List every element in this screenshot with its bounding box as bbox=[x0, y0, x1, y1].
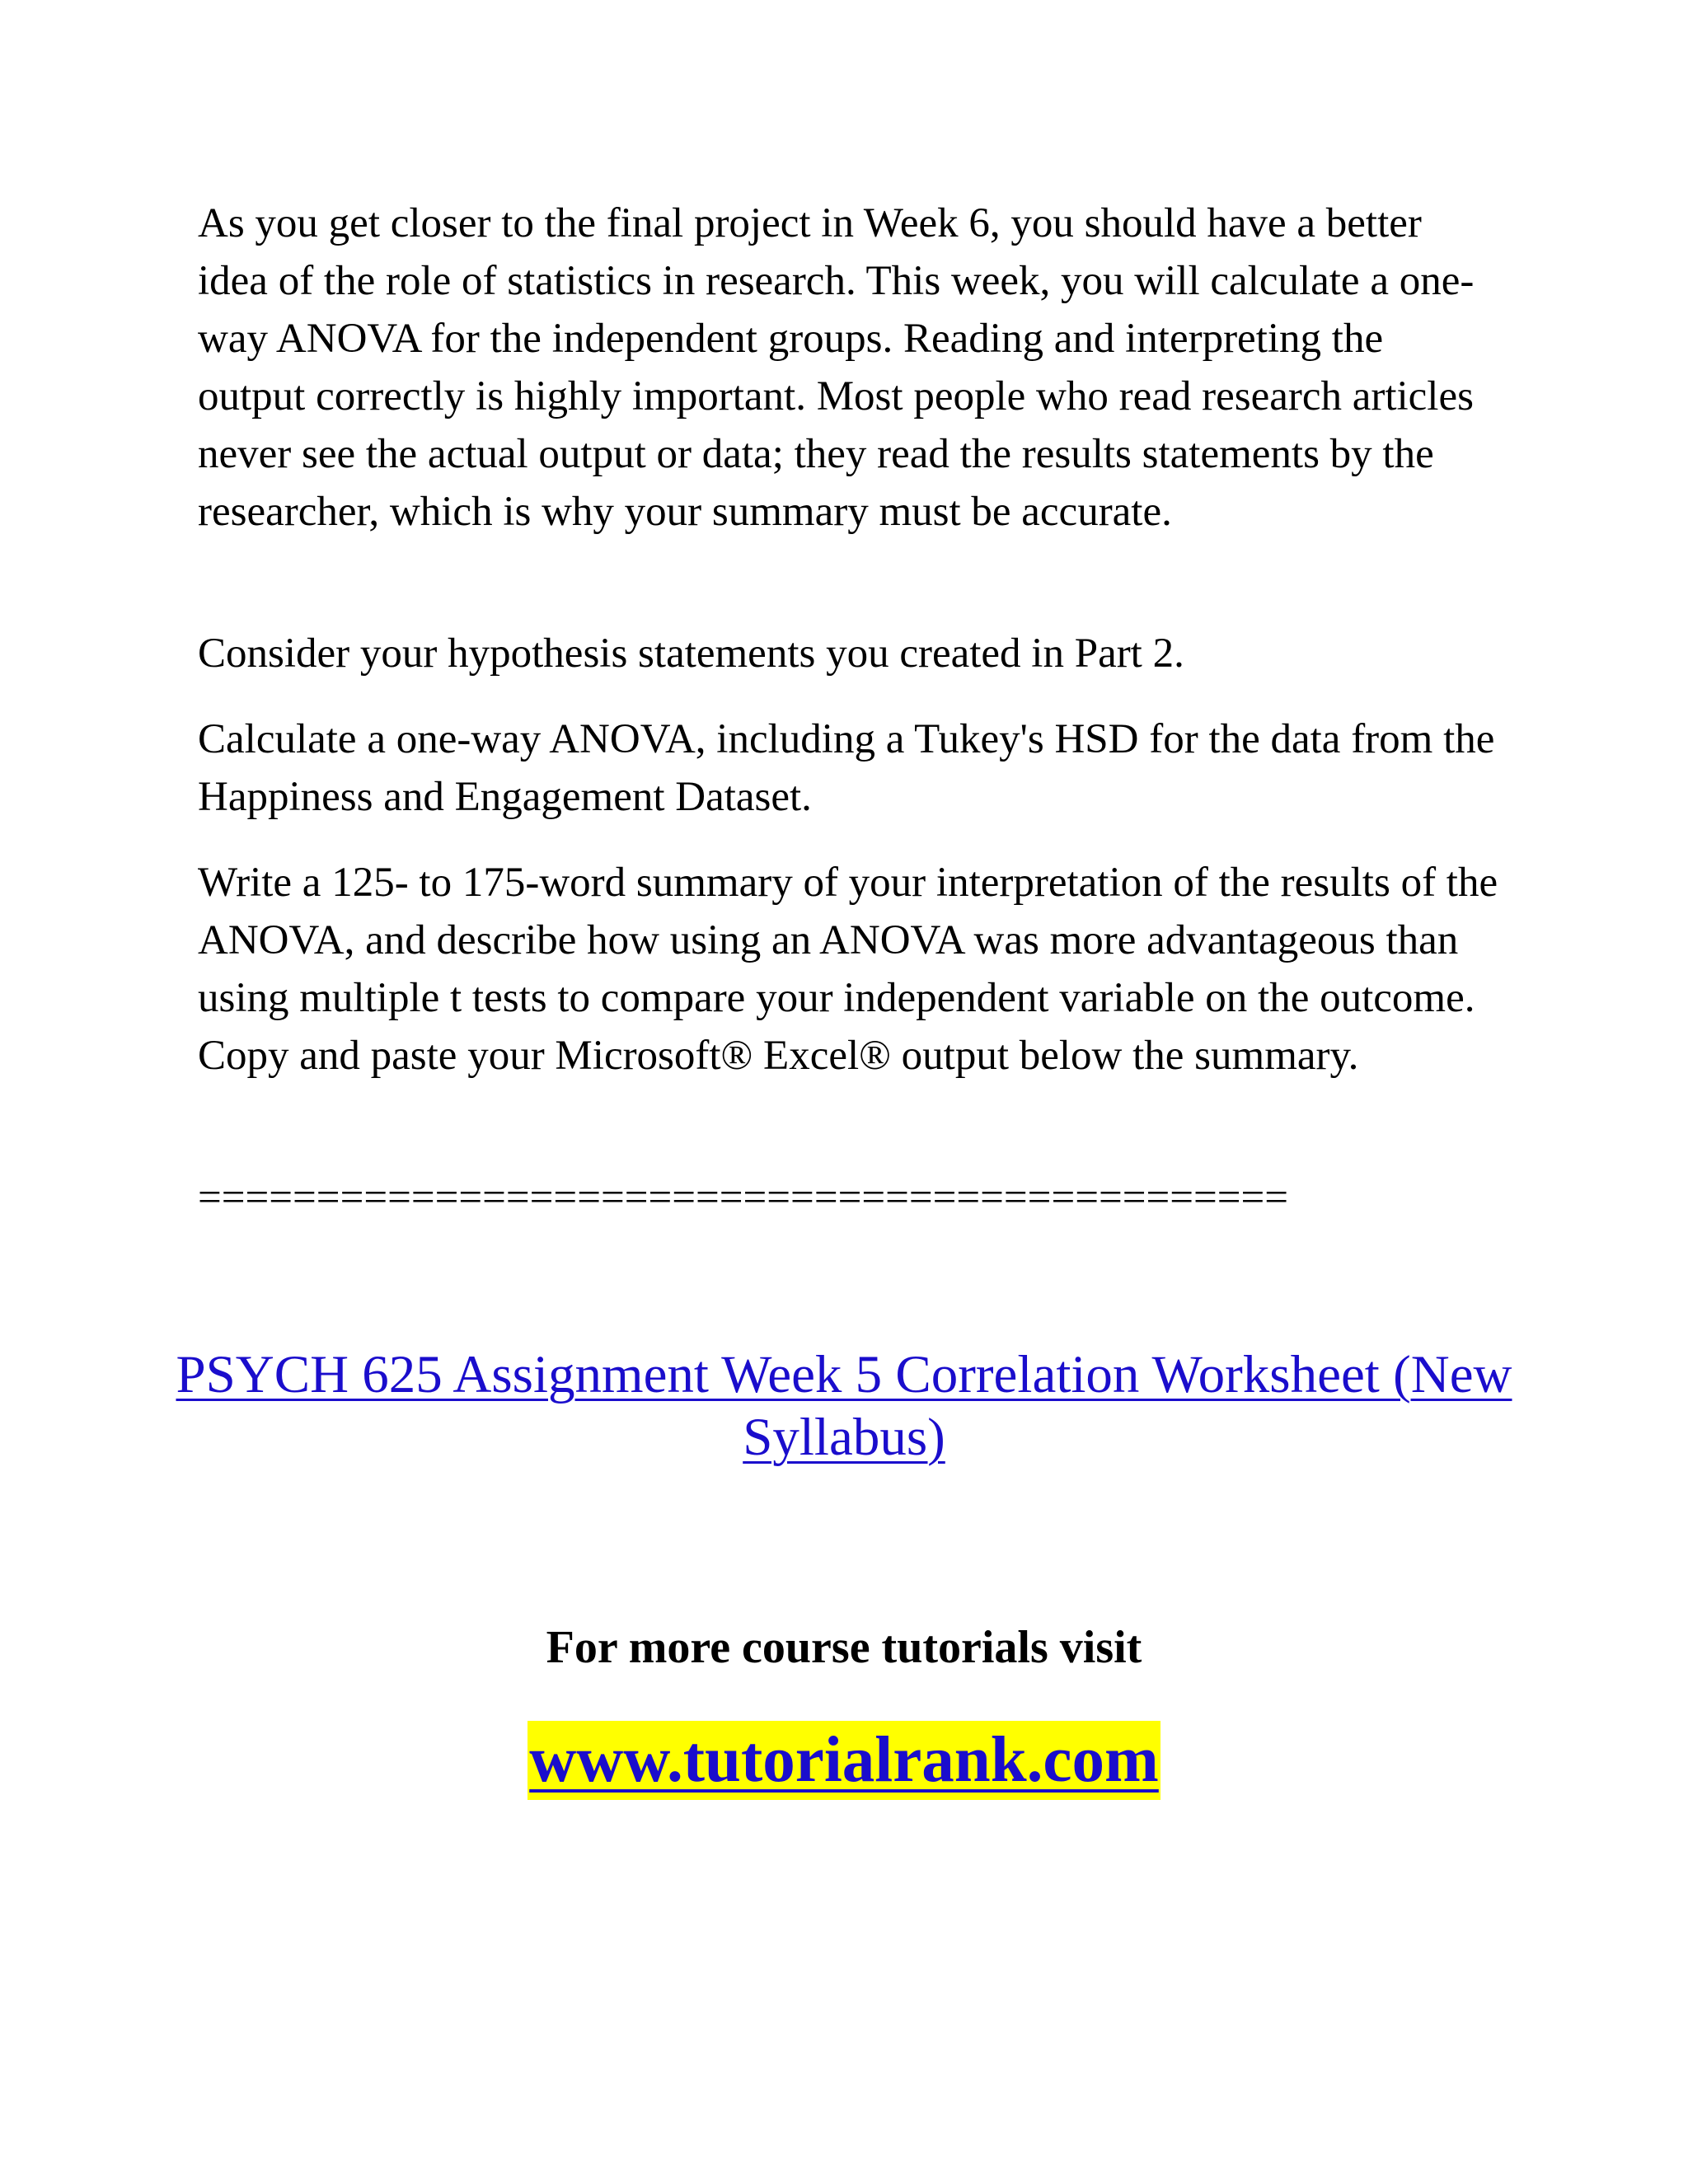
instruction-paragraph-hypothesis: Consider your hypothesis statements you created in Part 2. bbox=[198, 630, 1184, 677]
instruction-paragraph-intro: As you get closer to the final project in Week 6, you should have a better idea of the role of statistics in research. This week, you will calculate a one-way ANOVA for the independent groups. Reading and interpreting the output correctly is highly important. Most people who read research articles never see the actual output or data; they read the results statements by the researcher, which is why your summary must be accurate. bbox=[198, 200, 1475, 535]
instruction-paragraph-summary: Write a 125- to 175-word summary of your interpretation of the results of the ANOVA, and describe how using an ANOVA was more advantageous than using multiple t tests to compare your independent variable on the outcome. Copy and paste your Microsoft® Excel® output below the summary. bbox=[198, 860, 1498, 1079]
separator-line: ============================================== bbox=[198, 1174, 1289, 1221]
website-link[interactable]: www.tutorialrank.com bbox=[528, 1721, 1160, 1800]
instruction-paragraph-calculate: Calculate a one-way ANOVA, including a Tukey's HSD for the data from the Happiness and Engagement Dataset. bbox=[198, 716, 1495, 820]
course-assignment-link[interactable]: PSYCH 625 Assignment Week 5 Correlation Worksheet (New Syllabus) bbox=[176, 1345, 1512, 1467]
promo-text: For more course tutorials visit bbox=[546, 1622, 1142, 1673]
website-link-container bbox=[0, 1721, 1688, 1800]
